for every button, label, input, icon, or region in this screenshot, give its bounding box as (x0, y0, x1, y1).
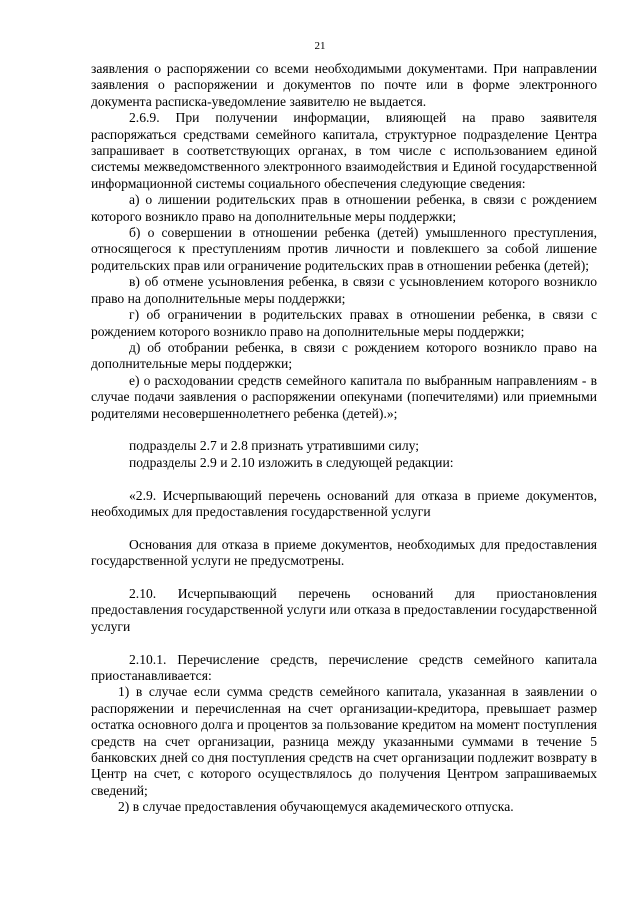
paragraph-2-10-1: 2.10.1. Перечисление средств, перечисление средств семейного капитала приостанавливается: (91, 651, 597, 683)
amendment-line-2: подразделы 2.9 и 2.10 изложить в следующей редакции: (129, 454, 454, 470)
list-item-b: б) о совершении в отношении ребенка (детей) умышленного преступления, относящегося к преступлениям против личности и повлекшего за собой лишение родительских прав или ограничение родительских прав в отношении ребенка (детей); (91, 225, 597, 273)
section-heading-2-9: «2.9. Исчерпывающий перечень оснований для отказа в приеме документов, необходимых для предоставления государственной услуги (91, 487, 597, 519)
list-item-a: а) о лишении родительских прав в отношении ребенка, в связи с рождением которого возникло право на дополнительные меры поддержки; (91, 192, 597, 224)
spacer (91, 422, 597, 438)
paragraph-2-6-9: 2.6.9. При получении информации, влияющей на право заявителя распоряжаться средствами семейного капитала, структурное подразделение Центра запрашивает в соответствующих органах, в том числе с использованием единой системы межведомственного электронного взаимодействия и Единой государственной информационной системы социального обеспечения следующие сведения: (91, 110, 597, 191)
paragraph-grounds: Основания для отказа в приеме документов, необходимых для предоставления государственной услуги не предусмотрены. (91, 536, 597, 569)
page-number: 21 (314, 40, 326, 52)
section-heading-2-10: 2.10. Исчерпывающий перечень оснований для приостановления предоставления государственной услуги или отказа в предоставлении государственной услуги (91, 585, 598, 634)
spacer (91, 520, 597, 536)
list-item-v: в) об отмене усыновления ребенка, в связи с усыновлением которого возникло право на дополнительные меры поддержки; (91, 274, 597, 306)
list-item-d: д) об отобрании ребенка, в связи с рождением которого возникло право на дополнительные меры поддержки; (91, 339, 597, 372)
paragraph-continuation: заявления о распоряжении со всеми необходимыми документами. При направлении заявления о распоряжении и документов по почте или в форме электронного документа расписка-уведомление заявителю не выдается. (91, 61, 597, 109)
spacer (91, 635, 597, 651)
list-item-1: 1) в случае если сумма средств семейного капитала, указанная в заявлении о распоряжении и перечисленная на счет организации-кредитора, превышает размер остатка основного долга и процентов за пользование кредитом на момент поступления средств на счет организации, разница между указанными суммами в течение 5 банковских дней со дня поступления средств на счет организации подлежит возврату в Центр на счет, с которого осуществлялось до получения Центром запрашиваемых сведений; (91, 684, 597, 798)
list-item-e: е) о расходовании средств семейного капитала по выбранным направлениям - в случае подачи заявления о распоряжении опекунами (попечителями) или приемными родителями несовершеннолетнего ребенка (детей).»; (91, 372, 597, 421)
spacer (91, 471, 597, 487)
list-item-2: 2) в случае предоставления обучающемуся академического отпуска. (118, 799, 514, 815)
document-body (91, 61, 597, 816)
list-item-g: г) об ограничении в родительских правах в отношении ребенка, в связи с рождением которого возникло право на дополнительные меры поддержки; (91, 307, 597, 339)
spacer (91, 570, 597, 586)
amendment-line-1: подразделы 2.7 и 2.8 признать утратившими силу; (129, 438, 420, 454)
